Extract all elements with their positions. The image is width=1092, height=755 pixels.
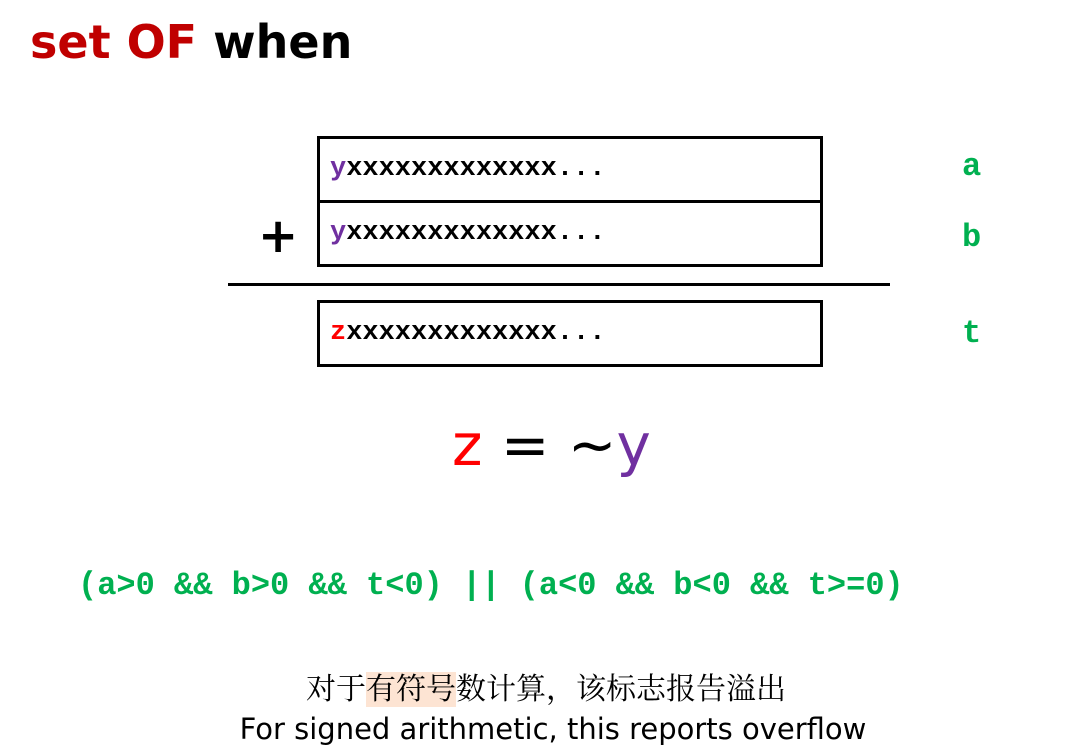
bits-t: xxxxxxxxxxxxx... [346,318,606,348]
note-english: For signed arithmetic, this reports overflow [239,712,867,746]
bits-a: xxxxxxxxxxxxx... [346,154,606,184]
operand-a-box [317,136,823,203]
title-part-2: when [213,15,353,69]
note-chinese [0,670,1092,710]
sign-bit-a: y [330,154,347,184]
label-b: b [962,219,982,256]
equation-rhs: y [616,411,651,479]
result-t-box [317,300,823,367]
note-cn-highlight: 有符号 [366,672,456,707]
note-cn-post: 数计算，该标志报告溢出 [456,672,786,707]
label-a: a [962,148,982,185]
operand-b-box [317,200,823,267]
bits-b: xxxxxxxxxxxxx... [346,218,606,248]
title-part-1: set OF [30,15,198,69]
sum-divider-line [228,283,890,286]
sign-bit-t: z [330,318,347,348]
sign-bit-b: y [330,218,347,248]
overflow-condition: (a>0 && b>0 && t<0) || (a<0 && b<0 && t>=0) [78,567,904,604]
label-t: t [962,315,982,352]
equation-lhs: z [452,411,483,479]
equation-operator: = ~ [482,411,617,479]
sign-equation [452,410,651,480]
slide-title [30,14,352,70]
note-cn-pre: 对于 [306,672,366,707]
plus-sign: + [258,208,299,264]
